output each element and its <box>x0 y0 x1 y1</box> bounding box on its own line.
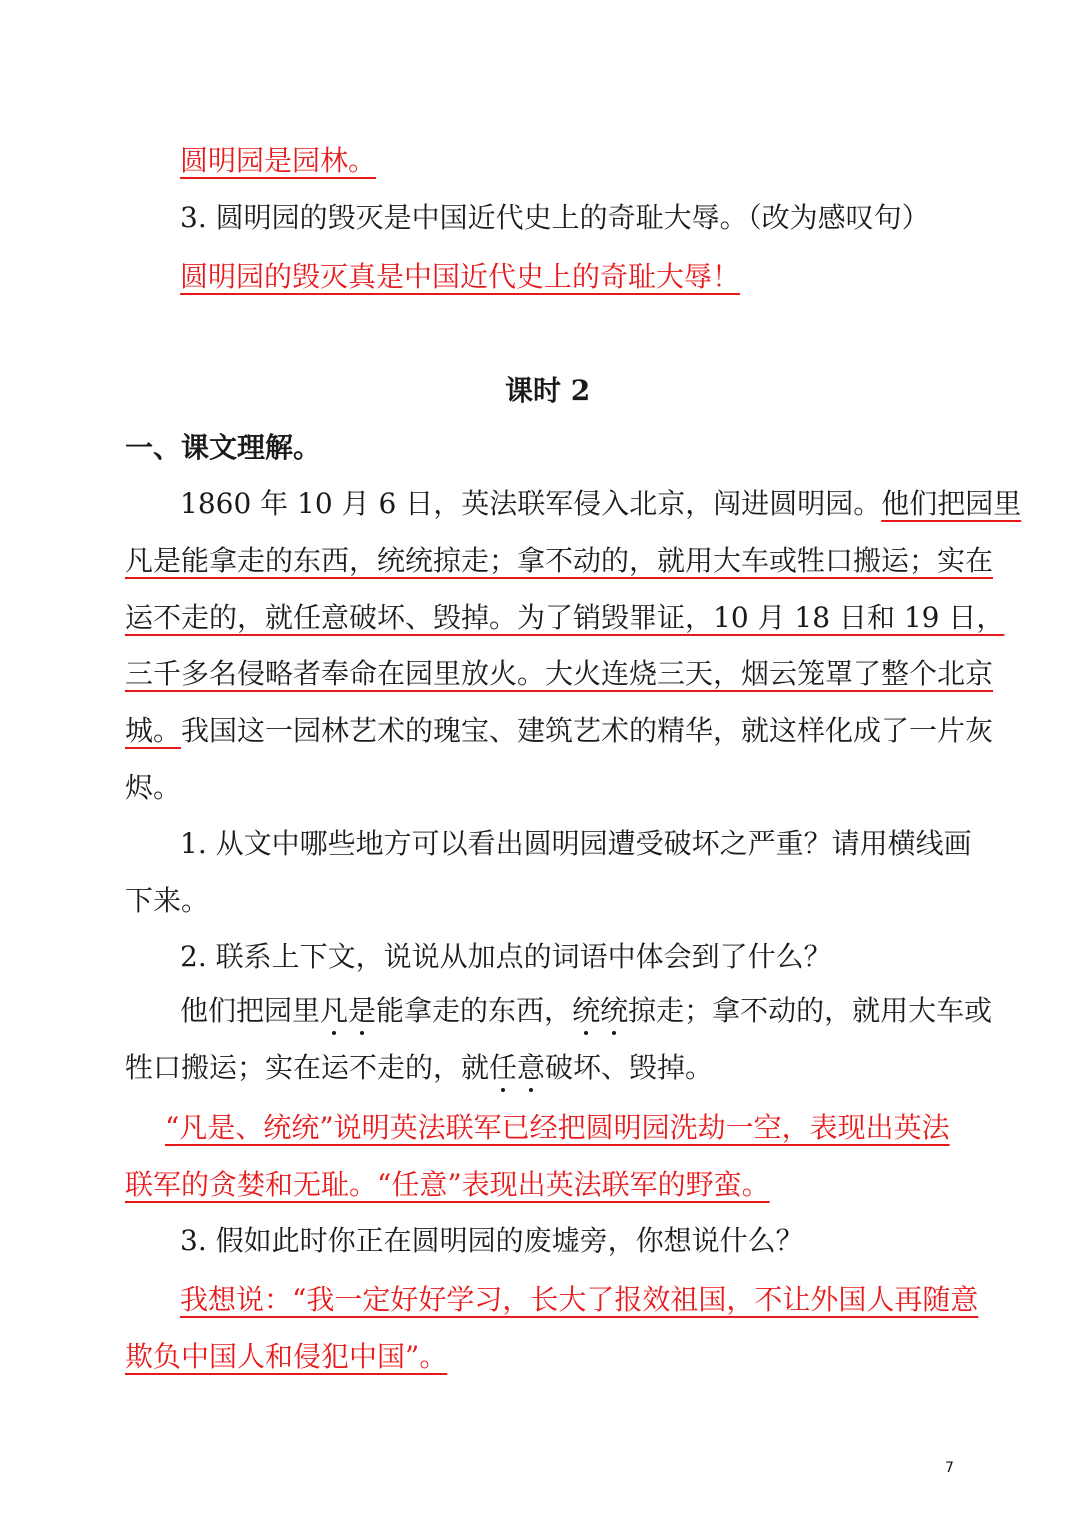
quote-line-2 <box>125 1048 713 1088</box>
section-title: 课时 2 <box>505 374 591 407</box>
question-3: 3. 假如此时你正在圆明园的废墟旁，你想说什么？ <box>180 1224 804 1257</box>
passage-underlined: 城。 <box>125 714 182 747</box>
quote-text: 破坏、毁掉。 <box>545 1051 714 1084</box>
answer-3-line-1: 我想说：“我一定好好学习，长大了报效祖国，不让外国人再随意 <box>180 1283 979 1316</box>
passage-line-1 <box>180 484 1021 524</box>
quote-text: 掠走；拿不动的，就用大车或 <box>628 994 993 1027</box>
passage-text: 我国这一园林艺术的瑰宝、建筑艺术的精华，就这样化成了一片灰 <box>181 714 994 747</box>
dotted-char: 意 <box>517 1051 546 1084</box>
question-2: 2. 联系上下文，说说从加点的词语中体会到了什么？ <box>180 940 832 973</box>
answer-3-line-2: 欺负中国人和侵犯中国”。 <box>125 1340 448 1373</box>
passage-line-4: 三千多名侵略者奉命在园里放火。大火连烧三天，烟云笼罩了整个北京 <box>125 657 994 690</box>
passage-text: 1860 年 10 月 6 日，英法联军侵入北京，闯进圆明园。 <box>180 487 882 520</box>
answer-prev-2: 圆明园是园林。 <box>180 144 377 177</box>
dotted-char: 统 <box>600 994 629 1027</box>
question-1-line-2: 下来。 <box>125 884 210 917</box>
passage-line-2: 凡是能拿走的东西，统统掠走；拿不动的，就用大车或牲口搬运；实在 <box>125 544 994 577</box>
quote-line-1 <box>180 991 992 1031</box>
dotted-char: 凡 <box>320 994 349 1027</box>
answer-2-line-1: “凡是、统统”说明英法联军已经把圆明园洗劫一空，表现出英法 <box>165 1111 950 1144</box>
dotted-char: 任 <box>489 1051 518 1084</box>
passage-underlined: 他们把园里 <box>881 487 1022 520</box>
quote-text: 牲口搬运；实在运不走的，就 <box>125 1051 490 1084</box>
question-prev-3: 3. 圆明园的毁灭是中国近代史上的奇耻大辱。（改为感叹句） <box>180 201 930 234</box>
answer-prev-3: 圆明园的毁灭真是中国近代史上的奇耻大辱！ <box>180 260 741 293</box>
passage-line-5 <box>125 711 993 751</box>
quote-text: 能拿走的东西， <box>376 994 573 1027</box>
dotted-char: 是 <box>348 994 377 1027</box>
dotted-char: 统 <box>572 994 601 1027</box>
page-number: 7 <box>945 1460 954 1476</box>
quote-text: 他们把园里 <box>180 994 321 1027</box>
passage-line-3: 运不走的，就任意破坏、毁掉。为了销毁罪证，10 月 18 日和 19 日， <box>125 601 1005 634</box>
question-1-line-1: 1. 从文中哪些地方可以看出圆明园遭受破坏之严重？请用横线画 <box>180 827 972 860</box>
section-heading: 一、课文理解。 <box>125 431 322 464</box>
answer-2-line-2: 联军的贪婪和无耻。“任意”表现出英法联军的野蛮。 <box>125 1168 770 1201</box>
passage-line-6: 烬。 <box>125 771 182 804</box>
